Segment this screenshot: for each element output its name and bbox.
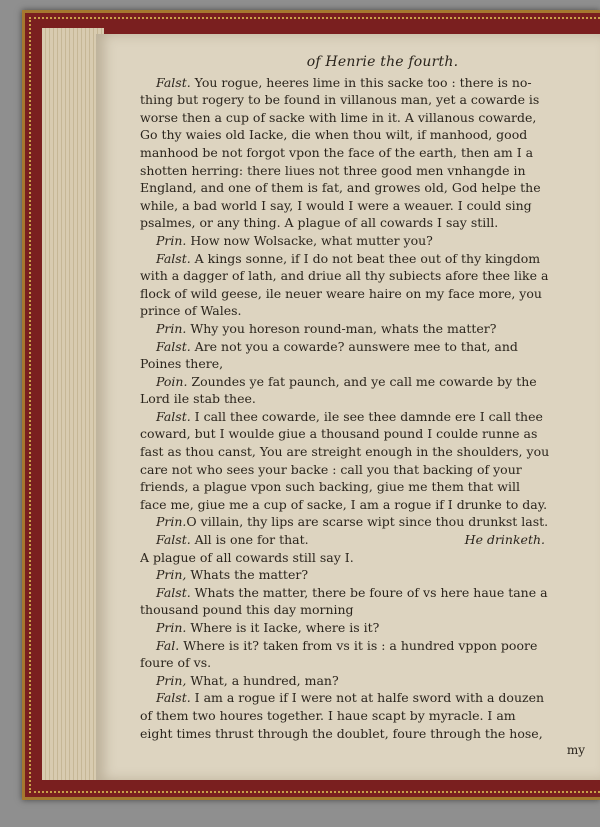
line-text: psalmes, or any thing. A plague of all cowards I say still. (140, 215, 499, 231)
line-text: Whats the matter, there be foure of vs here haue tane a (190, 584, 548, 600)
line-text: prince of Wales. (140, 303, 242, 319)
text-line (140, 126, 585, 144)
line-text: while, a bad world I say, I would I were a weauer. I could sing (140, 197, 532, 213)
line-text: Lord ile stab thee. (140, 391, 256, 407)
speaker-name: Prin, (156, 672, 187, 688)
text-line (140, 179, 585, 197)
text-line (140, 672, 585, 690)
text-line (140, 654, 585, 672)
speaker-name: Prin. (156, 514, 187, 530)
text-line (140, 689, 585, 707)
line-text: face me, giue me a cup of sacke, I am a rogue if I drunke to day. (140, 496, 548, 512)
speaker-name: Poin. (156, 373, 188, 389)
speaker-name: Falst. (156, 408, 191, 424)
text-line (140, 109, 585, 127)
line-text: A plague of all cowards still say I. (140, 549, 354, 565)
text-line (140, 302, 585, 320)
line-text: England, and one of them is fat, and growes old, God helpe the (140, 180, 541, 196)
line-text: All is one for that. (190, 532, 309, 548)
text-line (140, 619, 585, 637)
line-text: with a dagger of lath, and driue all thy subiects afore thee like a (140, 268, 549, 284)
line-text: eight times thrust through the doublet, foure through the hose, (140, 725, 543, 741)
line-text: O villain, thy lips are scarse wipt since thou drunkst last. (186, 514, 549, 530)
text-line (140, 601, 585, 619)
text-line (140, 461, 585, 479)
page-edges (42, 28, 104, 780)
text-line (140, 549, 585, 567)
line-text: Are not you a cowarde? aunswere mee to that, and (190, 338, 518, 354)
line-text: I call thee cowarde, ile see thee damnde ere I call thee (190, 408, 543, 424)
line-text: How now Wolsacke, what mutter you? (186, 232, 433, 248)
line-text: Go thy waies old Iacke, die when thou wilt, if manhood, good (140, 127, 528, 143)
text-line (140, 707, 585, 725)
text-line (140, 566, 585, 584)
text-line (140, 285, 585, 303)
speaker-name: Falst. (156, 584, 191, 600)
line-text: I am a rogue if I were not at halfe sword with a douzen (190, 690, 545, 706)
line-text: coward, but I woulde giue a thousand pound I coulde runne as (140, 426, 538, 442)
text-line (140, 390, 585, 408)
speaker-name: Prin. (156, 620, 187, 635)
text-line (140, 214, 585, 232)
line-text: manhood be not forgot vpon the face of the earth, then am I a (140, 144, 534, 160)
line-text: thousand pound this day morning (140, 602, 354, 618)
line-text: Poines there, (140, 356, 224, 372)
line-text: Zoundes ye fat paunch, and ye call me cowarde by the (187, 373, 537, 389)
speaker-name: Falst. (156, 338, 191, 354)
line-text: thing but rogery to be found in villanous man, yet a cowarde is (140, 92, 540, 108)
line-text: Why you horeson round-man, whats the matter? (186, 320, 497, 336)
text-line (140, 584, 585, 602)
line-text: Where is it Iacke, where is it? (186, 620, 380, 635)
speaker-name: Falst. (156, 690, 191, 706)
text-line (140, 144, 585, 162)
text-line (140, 267, 585, 285)
text-line (140, 425, 585, 443)
line-text: What, a hundred, man? (186, 672, 339, 688)
speaker-name: Prin. (156, 320, 187, 336)
line-text: Whats the matter? (186, 567, 309, 583)
speaker-name: Prin. (156, 232, 187, 248)
line-text: A kings sonne, if I do not beat thee out of thy kingdom (190, 250, 541, 266)
line-text: fast as thou canst, You are streight enough in the shoulders, you (140, 444, 550, 460)
text-line (140, 443, 585, 461)
line-text: Where is it? taken from vs it is : a hundred vppon poore (179, 637, 538, 653)
text-line (140, 408, 585, 426)
text-line (140, 725, 585, 743)
catchword: my (566, 743, 585, 758)
text-line (140, 496, 585, 514)
line-text: worse then a cup of sacke with lime in it. A villanous cowarde, (140, 109, 537, 125)
text-line (140, 531, 585, 549)
text-line (140, 478, 585, 496)
line-text: of them two houres together. I haue scapt by myracle. I am (140, 707, 516, 723)
text-line (140, 162, 585, 180)
text-line (140, 355, 585, 373)
speaker-name: Fal. (156, 637, 180, 653)
speaker-name: Prin, (156, 567, 187, 583)
text-line (140, 232, 585, 250)
line-text: care not who sees your backe : call you that backing of your (140, 461, 522, 477)
text-line (140, 513, 585, 531)
running-head: of Henrie the fourth. (306, 54, 459, 70)
text-line (140, 338, 585, 356)
play-text (140, 74, 585, 743)
line-text: foure of vs. (140, 655, 212, 671)
line-text: flock of wild geese, ile neuer weare haire on my face more, you (140, 285, 542, 301)
speaker-name: Falst. (156, 532, 191, 548)
speaker-name: Falst. (156, 250, 191, 266)
text-line (140, 373, 585, 391)
text-line (140, 637, 585, 655)
line-text: You rogue, heeres lime in this sacke too : there is no- (190, 74, 532, 90)
line-text: shotten herring: there liues not three good men vnhangde in (140, 162, 526, 178)
line-text: friends, a plague vpon such backing, giue me them that will (140, 479, 520, 495)
text-line (140, 320, 585, 338)
speaker-name: Falst. (156, 74, 191, 90)
text-line (140, 250, 585, 268)
text-line (140, 91, 585, 109)
text-line (140, 197, 585, 215)
text-line (140, 74, 585, 92)
stage-direction: He drinketh. (464, 532, 545, 548)
text-block (140, 54, 585, 760)
